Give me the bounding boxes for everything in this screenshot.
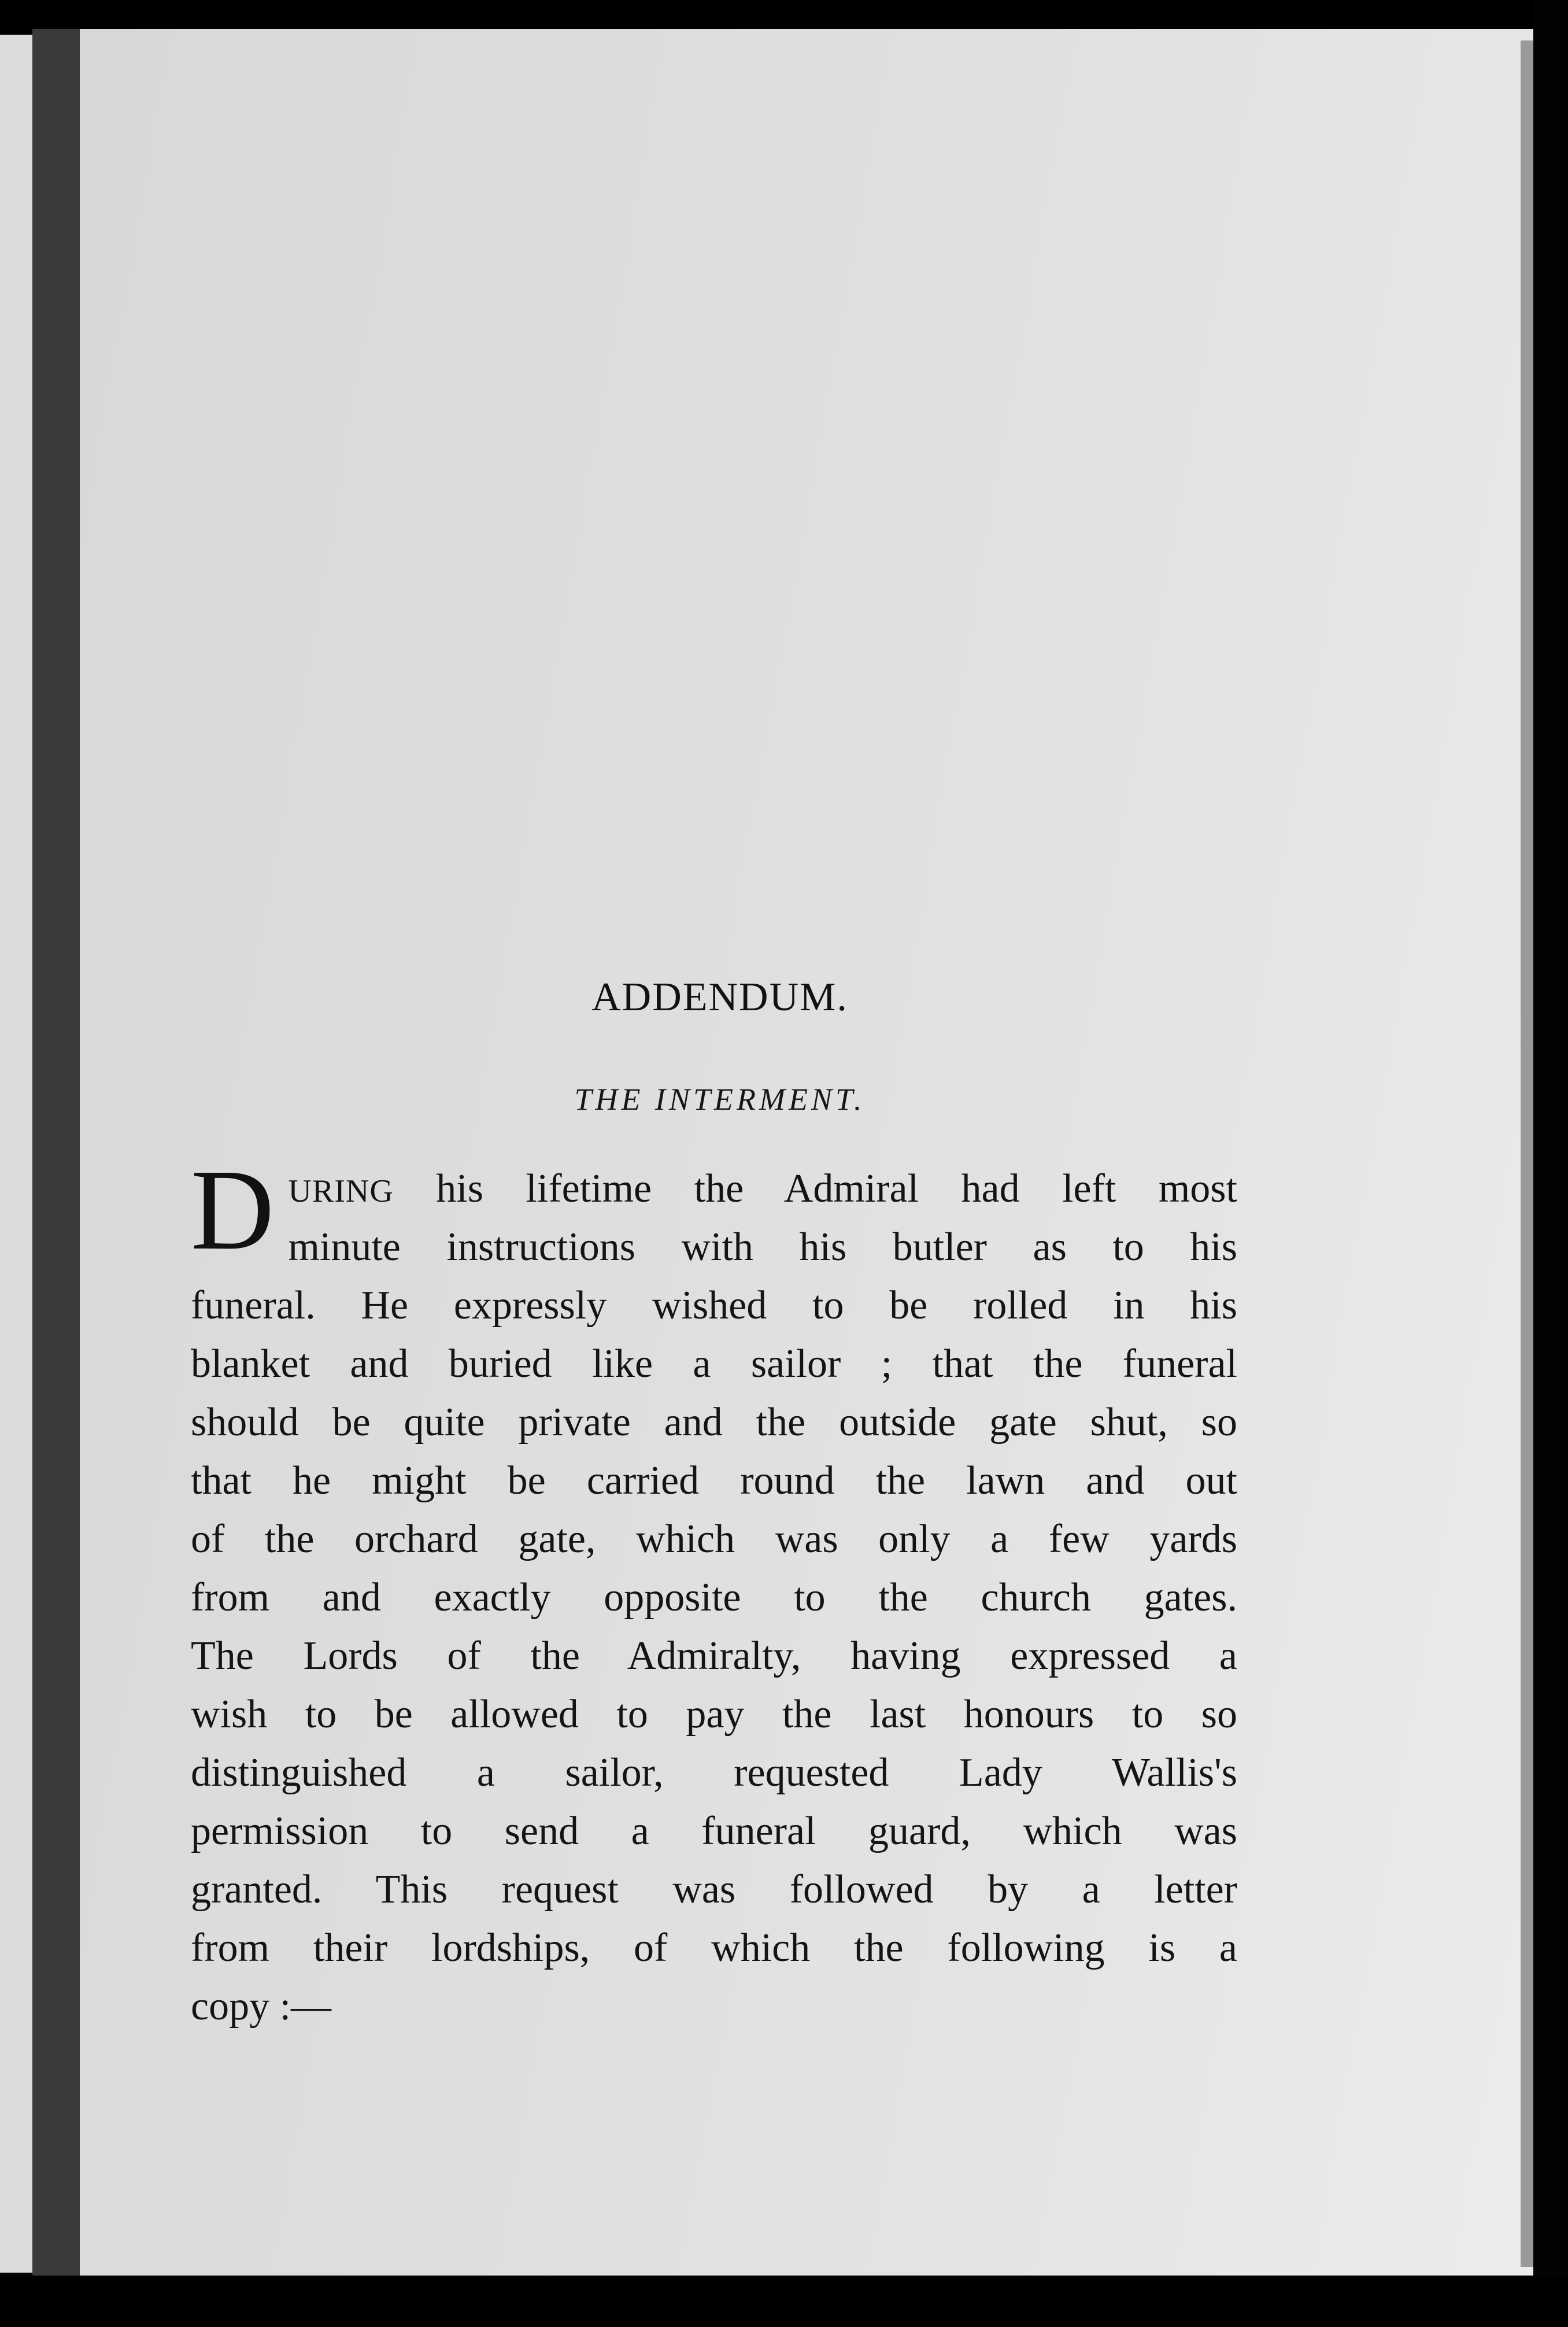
- text-line-11: distinguished a sailor, requested Lady Wallis's: [191, 1750, 1237, 1795]
- text-line-1-rest: his lifetime the Admiral had left most: [393, 1166, 1237, 1211]
- text-line-1: [191, 1159, 1237, 1218]
- scan-right-border: [1533, 0, 1568, 2327]
- facing-page-edge: [0, 35, 32, 2273]
- section-heading: ADDENDUM.: [591, 975, 848, 1020]
- first-word-smallcaps: URING: [288, 1173, 394, 1209]
- text-line-15: copy :—: [191, 1984, 332, 2029]
- page-right-edge: [1521, 40, 1533, 2267]
- text-line-9: The Lords of the Admiralty, having expressed a: [191, 1634, 1237, 1678]
- section-subheading: THE INTERMENT.: [574, 1082, 866, 1117]
- text-line-5: should be quite private and the outside gate shut, so: [191, 1400, 1237, 1445]
- text-line-13: granted. This request was followed by a letter: [191, 1867, 1237, 1912]
- drop-cap: D: [191, 1146, 275, 1274]
- text-line-14: from their lordships, of which the following is a: [191, 1926, 1237, 1970]
- text-line-12: permission to send a funeral guard, which was: [191, 1809, 1237, 1853]
- book-spine-shadow: [32, 29, 80, 2284]
- text-line-8: from and exactly opposite to the church gates.: [191, 1575, 1237, 1620]
- scan-bottom-border: [0, 2276, 1568, 2327]
- text-line-6: that he might be carried round the lawn and out: [191, 1458, 1237, 1503]
- text-line-3: funeral. He expressly wished to be rolled in his: [191, 1283, 1237, 1328]
- text-line-4: blanket and buried like a sailor ; that the funeral: [191, 1342, 1237, 1386]
- text-line-10: wish to be allowed to pay the last honours to so: [191, 1692, 1237, 1737]
- body-paragraph: [191, 1146, 1237, 2036]
- text-line-2: minute instructions with his butler as to his: [288, 1225, 1237, 1269]
- text-line-7: of the orchard gate, which was only a few yards: [191, 1517, 1237, 1561]
